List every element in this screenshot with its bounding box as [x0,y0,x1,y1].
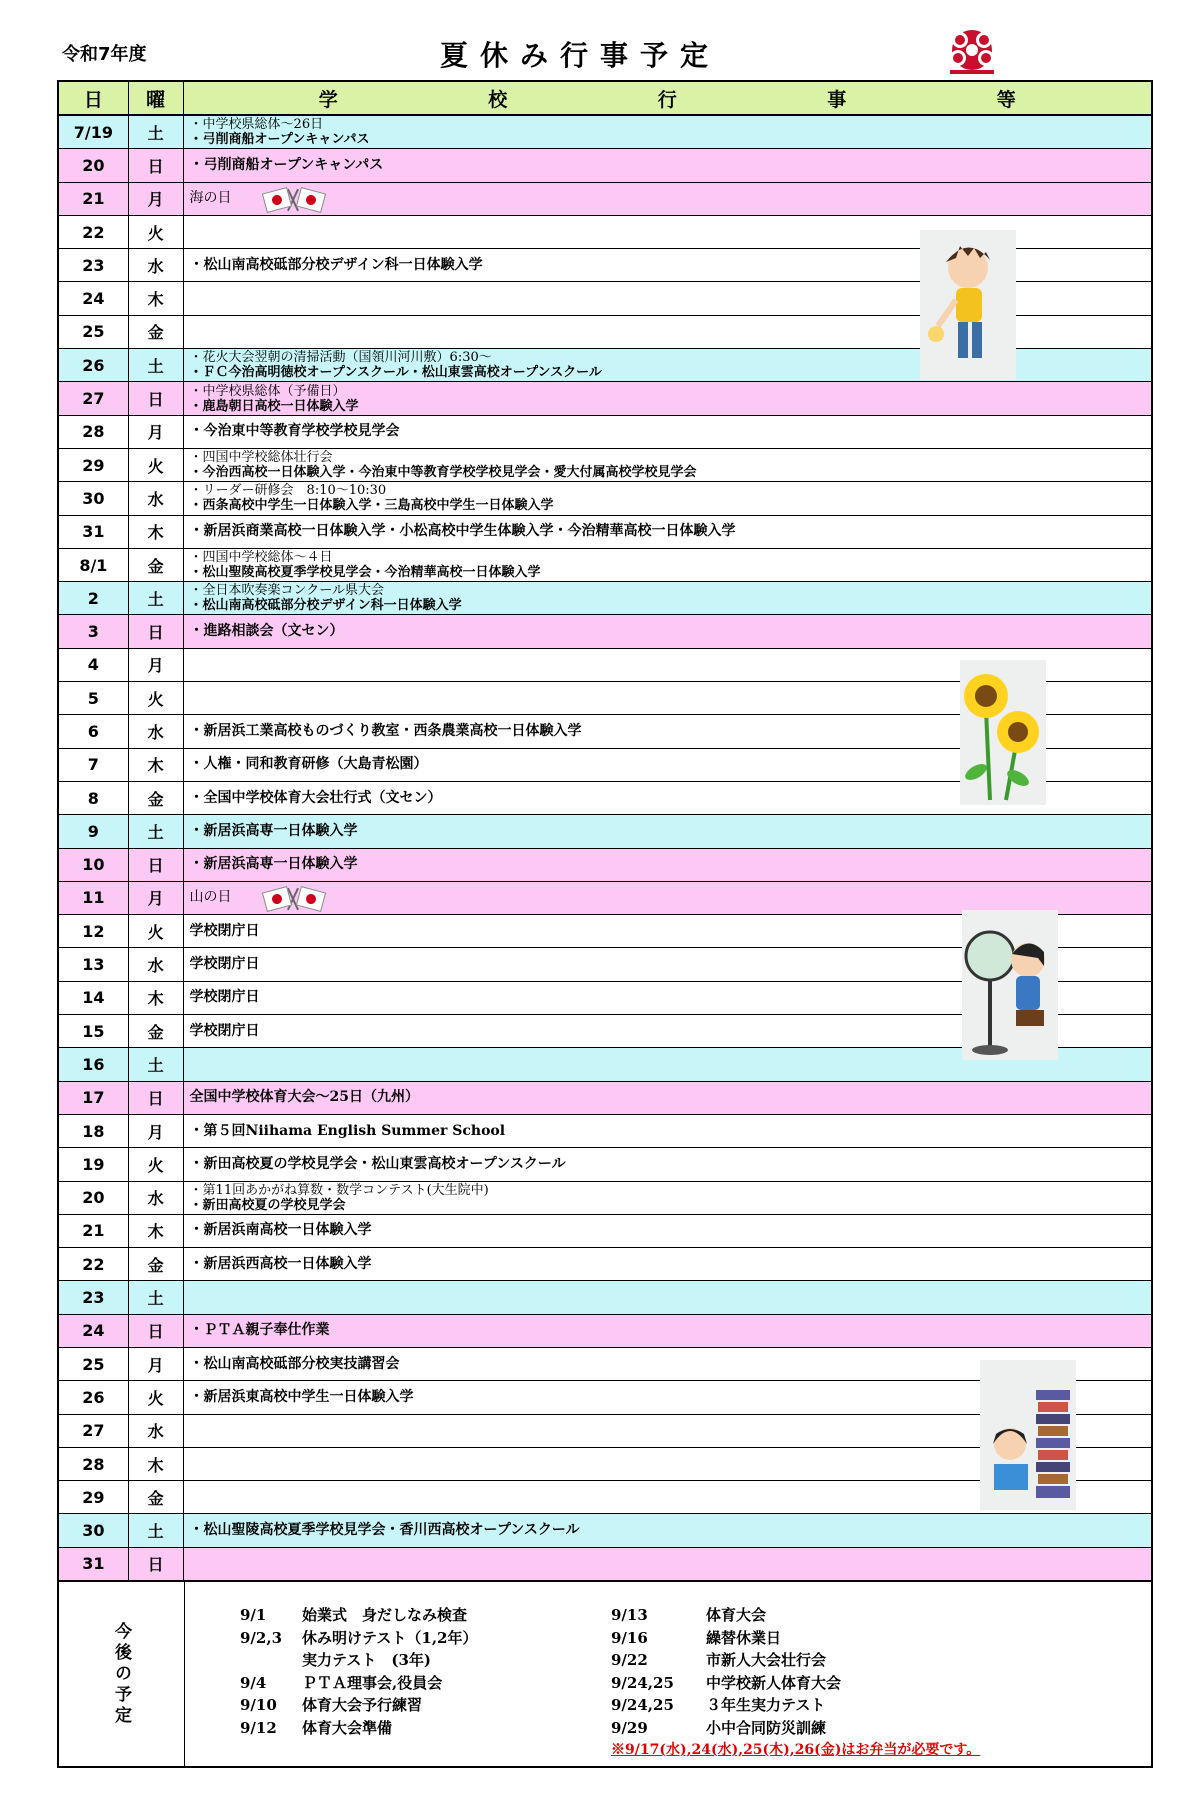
calendar-row [57,149,1153,182]
row-weekday: 木 [129,1215,184,1247]
row-weekday: 木 [129,1448,184,1480]
row-events [184,1082,1151,1114]
event-text: 学校閉庁日 [189,956,260,973]
upcoming-date: 9/4 [240,1673,267,1692]
calendar-row [57,516,1153,549]
upcoming-event: 実力テスト (3年) [302,1651,432,1670]
upcoming-date: 9/12 [240,1718,277,1737]
upcoming-item [240,1694,478,1717]
row-events [184,849,1151,881]
event-text: ・新居浜高専一日体験入学 [189,822,358,839]
row-weekday: 金 [129,316,184,348]
upcoming-item [240,1672,478,1695]
row-weekday: 金 [129,1481,184,1513]
event-text: ・人権・同和教育研修（大島青松園） [189,756,428,773]
row-events [184,1281,1151,1313]
event-text: ・中学校県総体～26日 [189,117,324,133]
row-events [184,516,1151,548]
header-day: 日 [59,82,129,114]
row-weekday: 月 [129,416,184,448]
row-day: 2 [59,582,129,614]
row-weekday: 火 [129,1381,184,1413]
header-weekday: 曜 [129,82,184,114]
calendar-row [57,1082,1153,1115]
row-weekday: 水 [129,1415,184,1447]
row-day: 12 [59,915,129,947]
row-weekday: 日 [129,382,184,414]
row-day: 21 [59,183,129,215]
row-events [184,449,1151,481]
upcoming-right-list [611,1604,841,1739]
row-day: 8 [59,782,129,814]
row-day: 26 [59,349,129,381]
event-text: ・リーダー研修会 8:10～10:30 [189,483,387,499]
calendar-row [57,1315,1153,1348]
row-weekday: 日 [129,1082,184,1114]
row-weekday: 火 [129,216,184,248]
upcoming-item [611,1694,841,1717]
event-text: ・新居浜工業高校ものづくり教室・西条農業高校一日体験入学 [189,722,582,739]
row-weekday: 火 [129,682,184,714]
row-weekday: 日 [129,1315,184,1347]
row-events [184,1148,1151,1180]
event-text: ・進路相談会（文セン） [189,623,344,640]
row-weekday: 土 [129,116,184,148]
event-text: ・松山聖陵高校夏季学校見学会・今治精華高校一日体験入学 [189,565,541,580]
event-text: ・第５回Niihama English Summer School [189,1122,506,1139]
upcoming-event: 繰替休業日 [706,1628,782,1647]
row-day: 3 [59,615,129,647]
calendar-row [57,582,1153,615]
event-text: 学校閉庁日 [189,922,260,939]
row-weekday: 日 [129,149,184,181]
row-day: 23 [59,249,129,281]
event-text: ・今治西高校一日体験入学・今治東中等教育学校学校見学会・愛大付属高校学校見学会 [189,465,697,481]
calendar-row [57,1514,1153,1547]
event-text: ・松山聖陵高校夏季学校見学会・香川西高校オープンスクール [189,1522,580,1539]
row-day: 14 [59,982,129,1014]
upcoming-item [240,1627,478,1650]
row-day: 16 [59,1048,129,1080]
row-day: 6 [59,715,129,747]
calendar-row [57,1215,1153,1248]
row-events [184,1548,1151,1580]
calendar-header [57,80,1153,116]
row-day: 11 [59,882,129,914]
upcoming-event: 始業式 身だしなみ検査 [302,1606,468,1625]
row-day: 24 [59,282,129,314]
upcoming-item [240,1649,478,1672]
row-weekday: 土 [129,1048,184,1080]
row-day: 21 [59,1215,129,1247]
calendar-row [57,1148,1153,1181]
upcoming-event: 小中合同防災訓練 [706,1718,827,1737]
event-text: ・新居浜西高校一日体験入学 [189,1255,372,1272]
calendar-row [57,549,1153,582]
row-events [184,1514,1151,1546]
row-events [184,382,1151,414]
row-day: 22 [59,216,129,248]
calendar-row [57,116,1153,149]
upcoming-date: 9/2,3 [240,1628,283,1647]
upcoming-schedule [57,1581,1153,1768]
calendar-row [57,382,1153,415]
event-text: ・松山南高校砥部分校デザイン科一日体験入学 [189,598,462,614]
row-day: 28 [59,416,129,448]
row-weekday: 土 [129,582,184,614]
row-weekday: 水 [129,482,184,514]
row-weekday: 木 [129,282,184,314]
calendar-row [57,449,1153,482]
upcoming-item [240,1604,478,1627]
row-events [184,549,1151,581]
row-events [184,482,1151,514]
row-day: 30 [59,1514,129,1546]
event-text: ・弓削商船オープンキャンパス [189,156,384,173]
row-weekday: 木 [129,516,184,548]
japan-flag-icon [262,188,328,210]
event-text: 全国中学校体育大会～25日（九州） [189,1089,420,1106]
row-events [184,1248,1151,1280]
upcoming-event: 市新人大会壮行会 [706,1651,827,1670]
event-text: ・弓削商船オープンキャンパス [189,132,370,148]
holiday-name: 海の日 [189,190,232,207]
row-day: 27 [59,1415,129,1447]
row-day: 13 [59,948,129,980]
row-day: 5 [59,682,129,714]
upcoming-item [240,1717,478,1740]
row-day: 10 [59,849,129,881]
upcoming-date: 9/13 [611,1606,648,1625]
calendar-row [57,849,1153,882]
event-text: ・四国中学校総体壮行会 [189,450,333,466]
upcoming-event: 休み明けテスト（1,2年） [302,1628,478,1647]
row-events [184,149,1151,181]
sunflower-illustration [960,660,1046,805]
fan-boy-illustration [962,910,1058,1060]
event-text: ・新田高校夏の学校見学会・松山東雲高校オープンスクール [189,1155,566,1172]
row-events [184,116,1151,148]
row-events [184,582,1151,614]
row-weekday: 水 [129,249,184,281]
upcoming-item [611,1627,841,1650]
upcoming-date: 9/16 [611,1628,648,1647]
event-text: ・新居浜東高校中学生一日体験入学 [189,1388,414,1405]
calendar-row [57,416,1153,449]
row-events [184,1215,1151,1247]
upcoming-date: 9/29 [611,1718,648,1737]
lunch-note: ※9/17(水),24(水),25(木),26(金)はお弁当が必要です。 [611,1742,981,1759]
row-day: 20 [59,1182,129,1214]
row-weekday: 日 [129,615,184,647]
row-weekday: 土 [129,815,184,847]
row-weekday: 金 [129,549,184,581]
calendar-row [57,615,1153,648]
upcoming-date: 9/22 [611,1651,648,1670]
event-text: ・ＰＴＡ親子奉仕作業 [189,1322,330,1339]
row-weekday: 水 [129,1182,184,1214]
upcoming-event: 中学校新人体育大会 [706,1673,842,1692]
upcoming-date [240,1649,302,1672]
upcoming-event: 体育大会 [706,1606,767,1625]
row-events [184,1182,1151,1214]
row-day: 31 [59,516,129,548]
event-text: ・松山南高校砥部分校デザイン科一日体験入学 [189,256,483,273]
row-day: 9 [59,815,129,847]
calendar-row [57,1281,1153,1314]
row-day: 22 [59,1248,129,1280]
calendar-row [57,183,1153,216]
calendar-row [57,1182,1153,1215]
row-day: 25 [59,316,129,348]
upcoming-event: 体育大会予行練習 [302,1696,423,1715]
row-weekday: 木 [129,749,184,781]
event-text: ・第11回あかがね算数・数学コンテスト(大生院中) [189,1182,489,1198]
row-weekday: 土 [129,1514,184,1546]
boy-fireworks-illustration [920,230,1016,380]
page-title: 夏休み行事予定 [440,39,721,72]
upcoming-date: 9/1 [240,1606,267,1625]
row-day: 17 [59,1082,129,1114]
row-day: 8/1 [59,549,129,581]
row-weekday: 日 [129,849,184,881]
calendar-row [57,1548,1153,1581]
event-text: ・花火大会翌朝の清掃活動（国領川河川敷）6:30～ [189,350,492,366]
row-day: 7/19 [59,116,129,148]
row-day: 23 [59,1281,129,1313]
row-day: 19 [59,1148,129,1180]
upcoming-left-list [240,1604,478,1739]
row-weekday: 火 [129,449,184,481]
header-events: 学 校 行 事 等 [318,88,1016,111]
upcoming-label: 今後の予定 [111,1621,131,1727]
row-day: 27 [59,382,129,414]
row-events [184,815,1151,847]
row-weekday: 日 [129,1548,184,1580]
holiday-name: 山の日 [189,889,232,906]
row-events [184,416,1151,448]
row-events [184,183,1151,215]
japan-flag-icon [262,887,328,909]
calendar-row [57,1248,1153,1281]
row-day: 29 [59,449,129,481]
row-day: 31 [59,1548,129,1580]
event-text: 学校閉庁日 [189,1022,260,1039]
row-events [184,1115,1151,1147]
upcoming-event: 体育大会準備 [302,1718,393,1737]
row-day: 25 [59,1348,129,1380]
row-day: 28 [59,1448,129,1480]
calendar-row [57,482,1153,515]
event-text: ・ＦＣ今治高明徳校オープンスクール・松山東雲高校オープンスクール [189,365,602,381]
upcoming-item [611,1649,841,1672]
event-text: ・新居浜高専一日体験入学 [189,856,358,873]
row-weekday: 月 [129,882,184,914]
upcoming-event: ３年生実力テスト [706,1696,826,1715]
upcoming-event: ＰＴＡ理事会,役員会 [302,1673,443,1692]
upcoming-date: 9/24,25 [611,1696,674,1715]
row-weekday: 木 [129,982,184,1014]
event-text: ・今治東中等教育学校学校見学会 [189,423,400,440]
calendar-row [57,815,1153,848]
event-text: ・新居浜南高校一日体験入学 [189,1222,372,1239]
event-text: ・全国中学校体育大会壮行式（文セン） [189,789,442,806]
row-day: 15 [59,1015,129,1047]
event-text: ・全日本吹奏楽コンクール県大会 [189,583,385,599]
event-text: ・西条高校中学生一日体験入学・三島高校中学生一日体験入学 [189,498,554,514]
school-logo-icon [940,26,1004,78]
row-day: 29 [59,1481,129,1513]
calendar-row [57,1115,1153,1148]
row-weekday: 火 [129,915,184,947]
event-text: ・中学校県総体（予備日） [189,383,346,399]
row-weekday: 土 [129,1281,184,1313]
row-weekday: 月 [129,183,184,215]
row-events [184,615,1151,647]
row-day: 24 [59,1315,129,1347]
event-text: ・四国中学校総体～４日 [189,550,333,565]
upcoming-date: 9/10 [240,1696,277,1715]
row-weekday: 月 [129,1115,184,1147]
row-weekday: 水 [129,948,184,980]
row-day: 7 [59,749,129,781]
row-day: 18 [59,1115,129,1147]
row-weekday: 月 [129,649,184,681]
upcoming-item [611,1672,841,1695]
girl-reading-illustration [980,1360,1076,1510]
upcoming-item [611,1717,841,1740]
row-weekday: 金 [129,1248,184,1280]
era-label: 令和7年度 [62,44,147,65]
row-weekday: 金 [129,1015,184,1047]
upcoming-item [611,1604,841,1627]
row-weekday: 土 [129,349,184,381]
row-day: 20 [59,149,129,181]
row-weekday: 金 [129,782,184,814]
row-day: 30 [59,482,129,514]
row-day: 26 [59,1381,129,1413]
row-day: 4 [59,649,129,681]
row-weekday: 月 [129,1348,184,1380]
row-weekday: 水 [129,715,184,747]
event-text: ・松山南高校砥部分校実技講習会 [189,1355,400,1372]
row-weekday: 火 [129,1148,184,1180]
event-text: ・鹿島朝日高校一日体験入学 [189,398,359,414]
event-text: ・新田高校夏の学校見学会 [189,1197,346,1213]
event-text: 学校閉庁日 [189,989,260,1006]
upcoming-date: 9/24,25 [611,1673,674,1692]
row-events [184,1315,1151,1347]
event-text: ・新居浜商業高校一日体験入学・小松高校中学生体験入学・今治精華高校一日体験入学 [189,523,736,540]
